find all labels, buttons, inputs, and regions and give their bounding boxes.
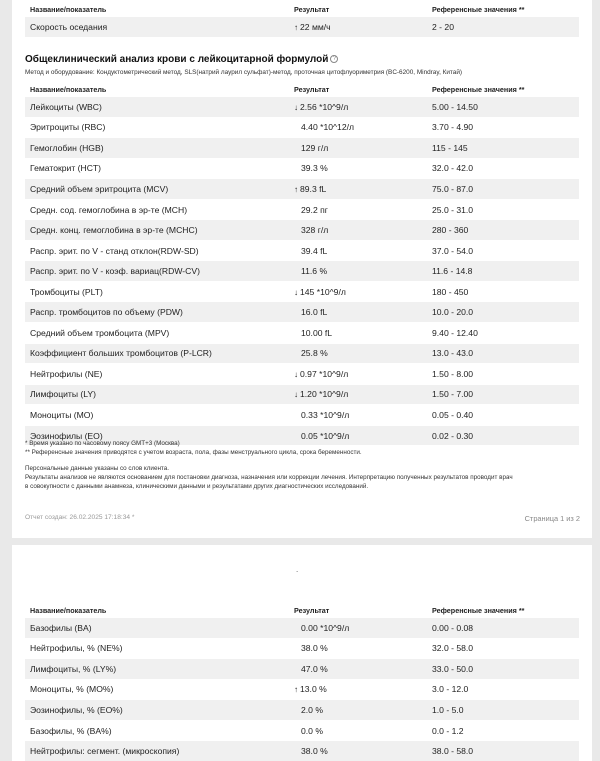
test-name: Средн. конц. гемоглобина в эр-те (MCHC) bbox=[30, 225, 198, 236]
test-name: Нейтрофилы, % (NE%) bbox=[30, 643, 123, 654]
cbc-rows bbox=[25, 96, 579, 445]
reference-range: 1.50 - 7.00 bbox=[432, 389, 474, 400]
esr-rows bbox=[25, 16, 579, 37]
test-result bbox=[282, 184, 427, 194]
test-name: Базофилы (BA) bbox=[30, 622, 92, 633]
result-value: 4.40 *10^12/л bbox=[301, 122, 355, 133]
cbc-table bbox=[25, 82, 579, 445]
result-value: 13.0 % bbox=[300, 684, 327, 695]
test-name: Нейтрофилы (NE) bbox=[30, 368, 103, 379]
table-row bbox=[25, 658, 579, 679]
table-row bbox=[25, 260, 579, 281]
test-result bbox=[282, 410, 427, 420]
test-name: Тромбоциты (PLT) bbox=[30, 286, 103, 297]
page-dot: . bbox=[296, 565, 299, 574]
test-result bbox=[282, 122, 427, 132]
report-page-2 bbox=[12, 545, 592, 761]
result-value: 0.00 *10^9/л bbox=[301, 622, 350, 633]
test-result bbox=[282, 664, 427, 674]
result-value: 0.33 *10^9/л bbox=[301, 409, 350, 420]
reference-range: 0.00 - 0.08 bbox=[432, 622, 474, 633]
col-reference-header: Референсные значения ** bbox=[432, 4, 525, 14]
reference-range: 75.0 - 87.0 bbox=[432, 183, 474, 194]
flag-arrow-icon: ↓ bbox=[294, 287, 298, 297]
table-row bbox=[25, 384, 579, 405]
test-result bbox=[282, 746, 427, 756]
test-result bbox=[282, 266, 427, 276]
test-result bbox=[282, 307, 427, 317]
result-value: 47.0 % bbox=[301, 663, 328, 674]
section-title-text: Общеклинический анализ крови с лейкоцитарной формулой bbox=[25, 54, 329, 65]
table-row bbox=[25, 404, 579, 425]
test-name: Эозинофилы (EO) bbox=[30, 430, 103, 441]
table-row bbox=[25, 322, 579, 343]
test-result bbox=[282, 225, 427, 235]
page-number: Страница 1 из 2 bbox=[524, 514, 580, 523]
test-result bbox=[282, 143, 427, 153]
col-name-header: Название/показатель bbox=[30, 605, 107, 615]
result-value: 145 *10^9/л bbox=[300, 286, 346, 297]
reference-range: 3.70 - 4.90 bbox=[432, 122, 474, 133]
col-result-header: Результат bbox=[294, 4, 330, 14]
result-value: 38.0 % bbox=[301, 746, 328, 757]
test-name: Нейтрофилы: сегмент. (микроскопия) bbox=[30, 746, 180, 757]
info-icon[interactable]: ? bbox=[330, 55, 338, 63]
col-result-header: Результат bbox=[294, 84, 330, 94]
test-name: Гематокрит (HCT) bbox=[30, 163, 102, 174]
result-value: 10.00 fL bbox=[301, 327, 333, 338]
test-result bbox=[282, 328, 427, 338]
test-name: Базофилы, % (BA%) bbox=[30, 725, 112, 736]
result-value: 39.4 fL bbox=[301, 245, 328, 256]
test-name: Лимфоциты (LY) bbox=[30, 389, 97, 400]
col-name-header: Название/показатель bbox=[30, 4, 107, 14]
test-result bbox=[282, 705, 427, 715]
note-disclaimer-2: в совокупности с данными анамнеза, клиническими данными и результатами других диагностических исследований. bbox=[25, 483, 369, 490]
test-name: Распр. эрит. по V - станд отклон(RDW-SD) bbox=[30, 245, 199, 256]
table-row bbox=[25, 699, 579, 720]
note-personal-data: Персональные данные указаны со слов клиента. bbox=[25, 465, 169, 472]
reference-range: 10.0 - 20.0 bbox=[432, 307, 474, 318]
test-result bbox=[282, 205, 427, 215]
test-result bbox=[282, 22, 427, 32]
table-row bbox=[25, 219, 579, 240]
test-name: Средн. сод. гемоглобина в эр-те (MCH) bbox=[30, 204, 188, 215]
result-value: 0.0 % bbox=[301, 725, 323, 736]
table-header bbox=[25, 2, 579, 16]
reference-range: 13.0 - 43.0 bbox=[432, 348, 474, 359]
table-header bbox=[25, 82, 579, 96]
reference-range: 0.0 - 1.2 bbox=[432, 725, 464, 736]
reference-range: 37.0 - 54.0 bbox=[432, 245, 474, 256]
footnotes bbox=[25, 439, 513, 491]
reference-range: 280 - 360 bbox=[432, 225, 469, 236]
test-result bbox=[282, 348, 427, 358]
result-value: 89.3 fL bbox=[300, 183, 327, 194]
test-result bbox=[282, 623, 427, 633]
reference-range: 2 - 20 bbox=[432, 21, 454, 32]
table-row bbox=[25, 301, 579, 322]
test-name: Средний объем тромбоцита (MPV) bbox=[30, 327, 170, 338]
result-value: 2.56 *10^9/л bbox=[300, 101, 349, 112]
table-row bbox=[25, 617, 579, 638]
col-name-header: Название/показатель bbox=[30, 84, 107, 94]
result-value: 25.8 % bbox=[301, 348, 328, 359]
reference-range: 5.00 - 14.50 bbox=[432, 101, 478, 112]
reference-range: 32.0 - 58.0 bbox=[432, 643, 474, 654]
test-name: Распр. тромбоцитов по объему (PDW) bbox=[30, 307, 183, 318]
result-value: 11.6 % bbox=[301, 266, 328, 277]
reference-range: 0.05 - 0.40 bbox=[432, 409, 474, 420]
test-name: Средний объем эритроцита (MCV) bbox=[30, 183, 169, 194]
esr-table bbox=[25, 2, 579, 37]
flag-arrow-icon: ↓ bbox=[294, 369, 298, 379]
test-result bbox=[282, 643, 427, 653]
reference-range: 32.0 - 42.0 bbox=[432, 163, 474, 174]
test-name: Лейкоциты (WBC) bbox=[30, 101, 102, 112]
result-value: 16.0 fL bbox=[301, 307, 328, 318]
result-value: 2.0 % bbox=[301, 704, 323, 715]
table-row bbox=[25, 199, 579, 220]
test-name: Эритроциты (RBC) bbox=[30, 122, 106, 133]
result-value: 29.2 пг bbox=[301, 204, 328, 215]
table-row bbox=[25, 343, 579, 364]
table-row bbox=[25, 720, 579, 741]
table-row bbox=[25, 117, 579, 138]
test-result bbox=[282, 102, 427, 112]
table-header bbox=[25, 603, 579, 617]
col-reference-header: Референсные значения ** bbox=[432, 605, 525, 615]
test-name: Гемоглобин (HGB) bbox=[30, 142, 104, 153]
differential-table bbox=[25, 603, 579, 761]
flag-arrow-icon: ↓ bbox=[294, 102, 298, 112]
flag-arrow-icon: ↑ bbox=[294, 184, 298, 194]
table-row bbox=[25, 158, 579, 179]
test-result bbox=[282, 726, 427, 736]
result-value: 129 г/л bbox=[301, 142, 329, 153]
table-row bbox=[25, 281, 579, 302]
table-row bbox=[25, 240, 579, 261]
flag-arrow-icon: ↓ bbox=[294, 390, 298, 400]
table-row bbox=[25, 679, 579, 700]
test-name: Лимфоциты, % (LY%) bbox=[30, 663, 117, 674]
test-name: Моноциты (MO) bbox=[30, 409, 94, 420]
table-row bbox=[25, 638, 579, 659]
result-value: 38.0 % bbox=[301, 643, 328, 654]
section-title bbox=[25, 54, 338, 65]
differential-rows bbox=[25, 617, 579, 761]
report-page-1 bbox=[12, 0, 592, 538]
test-result bbox=[282, 389, 427, 399]
flag-arrow-icon: ↑ bbox=[294, 22, 298, 32]
note-reference: ** Референсные значения приводятся с учетом возраста, пола, фазы менструального цикла, срока беременности. bbox=[25, 449, 362, 456]
result-value: 39.3 % bbox=[301, 163, 328, 174]
result-value: 1.20 *10^9/л bbox=[300, 389, 349, 400]
test-name: Скорость оседания bbox=[30, 21, 108, 32]
reference-range: 25.0 - 31.0 bbox=[432, 204, 474, 215]
reference-range: 3.0 - 12.0 bbox=[432, 684, 469, 695]
reference-range: 11.6 - 14.8 bbox=[432, 266, 473, 277]
table-row bbox=[25, 363, 579, 384]
result-value: 0.05 *10^9/л bbox=[301, 430, 350, 441]
table-row bbox=[25, 137, 579, 158]
reference-range: 180 - 450 bbox=[432, 286, 469, 297]
col-result-header: Результат bbox=[294, 605, 330, 615]
test-result bbox=[282, 684, 427, 694]
report-created: Отчет создан: 26.02.2025 17:18:34 * bbox=[25, 514, 135, 521]
test-result bbox=[282, 246, 427, 256]
result-value: 22 мм/ч bbox=[300, 21, 331, 32]
result-value: 328 г/л bbox=[301, 225, 329, 236]
reference-range: 33.0 - 50.0 bbox=[432, 663, 474, 674]
reference-range: 38.0 - 58.0 bbox=[432, 746, 474, 757]
table-row bbox=[25, 740, 579, 761]
test-name: Распр. эрит. по V - коэф. вариац(RDW-CV) bbox=[30, 266, 200, 277]
note-disclaimer-1: Результаты анализов не являются основанием для постановки диагноза, назначения или коррекции лечения. Интерпретацию полученных результатов проводит врач bbox=[25, 474, 513, 481]
test-result bbox=[282, 369, 427, 379]
table-row bbox=[25, 16, 579, 37]
reference-range: 0.02 - 0.30 bbox=[432, 430, 474, 441]
test-result bbox=[282, 163, 427, 173]
test-name: Коэффициент больших тромбоцитов (P-LCR) bbox=[30, 348, 212, 359]
test-name: Моноциты, % (MO%) bbox=[30, 684, 114, 695]
col-reference-header: Референсные значения ** bbox=[432, 84, 525, 94]
note-timezone: * Время указано по часовому поясу GMT+3 (Москва) bbox=[25, 440, 180, 447]
reference-range: 9.40 - 12.40 bbox=[432, 327, 478, 338]
method-description: Метод и оборудование: Кондуктометрический метод, SLS(натрий лаурил сульфат)-метод, проточная цитофлуориметрия (BC-6200, Mindray, Китай) bbox=[25, 69, 463, 76]
reference-range: 1.50 - 8.00 bbox=[432, 368, 474, 379]
test-result bbox=[282, 287, 427, 297]
table-row bbox=[25, 178, 579, 199]
reference-range: 1.0 - 5.0 bbox=[432, 704, 464, 715]
result-value: 0.97 *10^9/л bbox=[300, 368, 349, 379]
reference-range: 115 - 145 bbox=[432, 142, 468, 153]
test-name: Эозинофилы, % (EO%) bbox=[30, 704, 123, 715]
table-row bbox=[25, 96, 579, 117]
flag-arrow-icon: ↑ bbox=[294, 685, 298, 695]
